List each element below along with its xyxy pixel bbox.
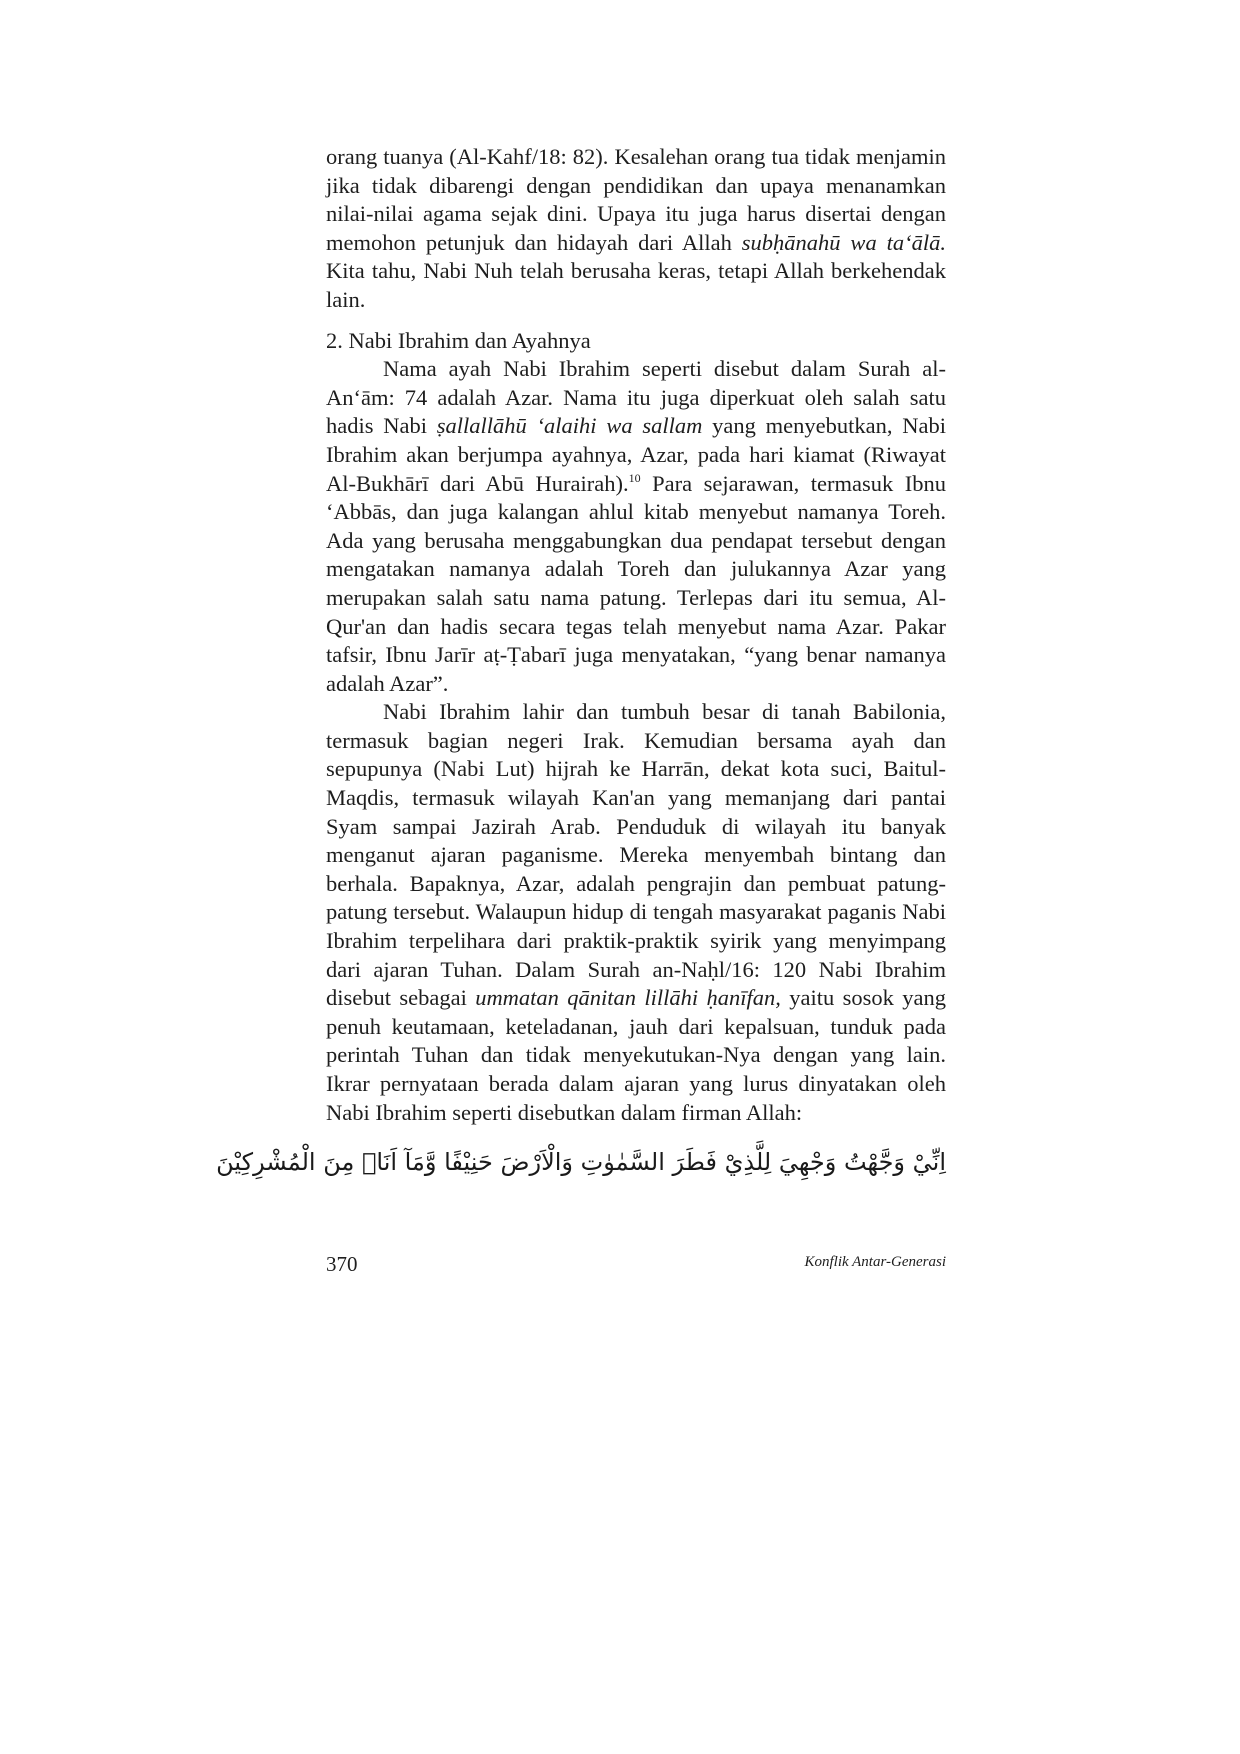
italic-phrase: ummatan qānitan lillāhi ḥanīfan, bbox=[475, 985, 781, 1011]
text-run: Nabi Ibrahim lahir dan tumbuh besar di tanah Babilonia, termasuk bagian negeri Irak. Kemudian bersama ayah dan sepupunya (Nabi Lut) hijrah ke Harrān, dekat kota suci, Baitul-Maqdis, termasuk wilayah Kan'an yang memanjang dari pantai Syam sampai Jazirah Arab. Penduduk di wilayah itu banyak menganut ajaran paganisme. Mereka menyembah bintang dan berhala. Bapaknya, Azar, adalah pengrajin dan pembuat patung-patung tersebut. Walaupun hidup di tengah masyarakat paganis Nabi Ibrahim terpelihara dari praktik-praktik syirik yang menyimpang dari ajaran Tuhan. Dalam Surah an-Naḥl/16: 120 Nabi Ibrahim disebut sebagai bbox=[326, 699, 946, 1011]
paragraph-ibrahim-life bbox=[326, 698, 946, 1127]
footnote-marker: 10 bbox=[628, 470, 641, 485]
arabic-verse: اِنِّيْ وَجَّهْتُ وَجْهِيَ لِلَّذِيْ فَطَرَ السَّمٰوٰتِ وَالْاَرْضَ حَنِيْفًا وَّمَآ اَنَا۠ مِنَ الْمُشْرِكِيْنَ bbox=[216, 1148, 946, 1177]
page-footer bbox=[326, 1252, 946, 1280]
text-run: Kita tahu, Nabi Nuh telah berusaha keras, tetapi Allah berkehendak lain. bbox=[326, 258, 946, 312]
section-heading: 2. Nabi Ibrahim dan Ayahnya bbox=[326, 327, 591, 353]
text-run: yang menyebutkan, Nabi Ibrahim akan berjumpa ayahnya, Azar, pada hari kiamat (Riwayat Al-Bukhārī dari Abū Hurairah). bbox=[326, 413, 946, 496]
running-title: Konflik Antar-Generasi bbox=[804, 1254, 946, 1270]
italic-phrase: subḥānahū wa ta‘ālā. bbox=[741, 229, 946, 255]
paragraph-azar-name bbox=[326, 355, 946, 698]
page-number: 370 bbox=[326, 1252, 358, 1276]
text-run: yaitu sosok yang penuh keutamaan, keteladanan, jauh dari kepalsuan, tunduk pada perintah Tuhan dan tidak menyekutukan-Nya dengan yang lain. Ikrar pernyataan berada dalam ajaran yang lurus dinyatakan oleh Nabi Ibrahim seperti disebutkan dalam firman Allah: bbox=[326, 985, 946, 1125]
paragraph-continuation bbox=[326, 143, 946, 315]
text-run: orang tuanya (Al-Kahf/18: 82). Kesalehan orang tua tidak menjamin jika tidak dibarengi dengan pendidikan dan upaya menanamkan nilai-nilai agama sejak dini. Upaya itu juga harus disertai dengan memohon petunjuk dan hidayah dari Allah bbox=[326, 144, 946, 255]
page-body bbox=[216, 143, 946, 1187]
text-run: Para sejarawan, termasuk Ibnu ‘Abbās, dan juga kalangan ahlul kitab menyebut namanya Toreh. Ada yang berusaha menggabungkan dua pendapat tersebut dengan mengatakan namanya adalah Toreh dan julukannya Azar yang merupakan salah satu nama patung. Terlepas dari itu semua, Al-Qur'an dan hadis secara tegas telah menyebut nama Azar. Pakar tafsir, Ibnu Jarīr aṭ-Ṭabarī juga menyatakan, “yang benar namanya adalah Azar”. bbox=[326, 470, 946, 696]
text-run: Nama ayah Nabi Ibrahim seperti disebut dalam Surah al-An‘ām: 74 adalah Azar. Nama itu juga diperkuat oleh salah satu hadis Nabi bbox=[326, 356, 946, 439]
italic-phrase: ṣallallāhū ‘alaihi wa sallam bbox=[436, 413, 703, 439]
